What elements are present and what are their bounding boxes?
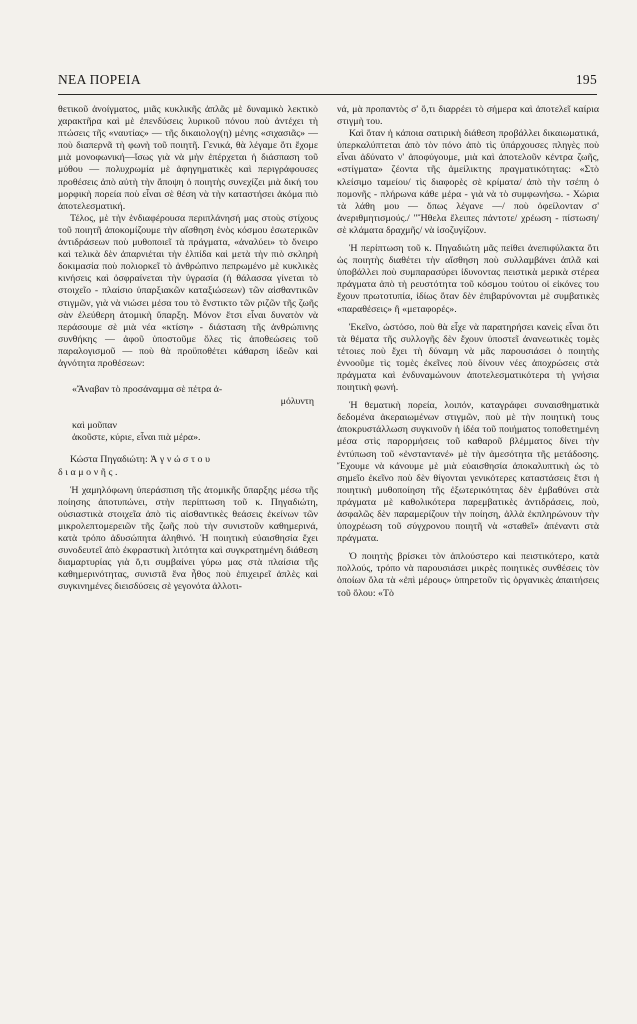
paragraph: Ἡ χαμηλόφωνη ὑπεράσπιση τῆς ἀτομικῆς ὕπαρξης μέσω τῆς ποίησης ἀποτυπώνει, στὴν περίπτωση τοῦ κ. Πηγαδιώτη, οὐσιαστικὰ στοιχεῖα ἀπὸ τὶς αἰσθαντικὲς θεάσεις ἐκείνων τῶν μικρολεπτομερειῶν τῆς ζωῆς ποὺ τὴν συνιστοῦν καθημερινά, κατὰ τρόπο ἀδυσώπητα ἀληθινό. Ἡ ποιητικὴ εὐαισθησία ἔχει συνοδευτεῖ ἀπὸ ἐκφραστικὴ λιτότητα καὶ συγκρατημένη διάθεση διαμαρτυρίας γιὰ ὅ,τι συμβαίνει γύρω μας στὰ πλαίσια τῆς καθημερινότητας, συνιστᾶ ἕνα ἦθος ποὺ ἐπιχειρεῖ ἁπλὲς καὶ συγκινημένες διεισδύσεις σὲ γεγονότα ἀλλοτι- <box>58 484 318 593</box>
paragraph: Ἐκεῖνο, ὡστόσο, ποὺ θὰ εἶχε νὰ παρατηρήσει κανεὶς εἶναι ὅτι τὰ θέματα τῆς συλλογῆς δὲν ἔχουν ὑποστεῖ ἀνανεωτικὲς τομὲς τέτοιες ποὺ ἔχει τὴ δύναμη νὰ μᾶς παρουσιάσει ὁ ποιητὴς ἐννοοῦμε τὶς τομὲς ἐκεῖνες ποὺ δίνουν νέες ἀποχρώσεις στὰ πράγματα καὶ ἐνδυναμώνουν ἀποτελεσματικότερα τὴ γνήσια ποιητικὴ φωνή. <box>337 321 599 394</box>
page-number: 195 <box>575 72 597 87</box>
author-name: Κώστα Πηγαδιώτη: <box>70 454 151 466</box>
poem-line: «Ἄναβαν τὸ προσάναμμα σὲ πέτρα ἀ- <box>72 384 223 396</box>
paragraph: Ὁ ποιητὴς βρίσκει τὸν ἁπλούστερο καὶ πειστικότερο, κατὰ πολλούς, τρόπο νὰ παρουσιάσει μικρὲς ποιητικὲς συνθέσεις τὸν ὁποίων ὅλα τὰ «ἐπὶ μέρους» ὑπηρετοῦν τὶς ὀργανικὲς ἀπαιτήσεις τοῦ ὅλου: «Τὸ <box>337 551 599 599</box>
stanza-gap <box>72 408 318 420</box>
paragraph: νά, μὰ προπαντὸς σ' ὅ,τι διαρρέει τὸ σήμερα καὶ ἀποτελεῖ καίρια στιγμὴ του. <box>337 104 599 128</box>
header-rule <box>58 94 597 95</box>
paragraph: Ἡ περίπτωση τοῦ κ. Πηγαδιώτη μᾶς πείθει ἀνεπιφύλακτα ὅτι ὡς ποιητὴς διαθέτει τὴν αἴσθηση ποὺ συλλαμβάνει ἁπλᾶ καὶ ὑποβάλλει ποὺ συμπαρασύρει ἰδυνοντας πειστικὰ μερικὰ στέρεα πράγματα ἀπὸ τὴ ρευστότητα τοῦ κόσμου τούτου οἱ εἰκόνες του ἔχουν πρωτοτυπία, ἰδίως ὅταν δὲν ἐπιβαρύνονται μὲ συμβατικὲς «παραθέσεις» ἢ «μεταφορές». <box>337 243 599 315</box>
running-header <box>58 72 597 92</box>
paragraph: Καὶ ὅταν ἡ κάποια σατιρικὴ διάθεση προβάλλει δικαιωματικά, ὑπερκαλύπτεται ἀπὸ τὸν πόνο ἀπὸ τὶς ὑπάρχουσες πληγὲς ποὺ εἶναι ἀδύνατο ν' ἀποφύγουμε, μιὰ καὶ ἀποτελοῦν κέντρα ζωῆς, «στίγματα» ζέοντα τῆς ἀμείλικτης πραγματικότητας: «Στὸ κλείσιμο ταμείου/ τὶς διαφορὲς σὲ κρίματα/ ἀπὸ τὴν τσέπη ὁ πομονῆς - πλήρωνα κάθε μέρα - γιὰ νὰ τὸ συμφωνήσω. - Χώρια τὰ λάθη μου — ὅπως λέγανε —/ ποὺ ὀφείλονταν σ' ἀνεριθμητισμούς./ "Ἤθελα ἔλειπες πάντοτε/ χρέωση - πίστωση/ σὲ κλάματα δραχμῆς/ νὰ ἰσοζυγίζουν. <box>337 128 599 236</box>
poem-line: μόλυντη <box>280 396 314 408</box>
review-heading <box>58 454 318 478</box>
poem-line: ἀκοῦστε, κύριε, εἶναι πιὰ μέρα». <box>72 432 201 444</box>
paragraph: Ἡ θεματικὴ πορεία, λοιπόν, καταγράφει συναισθηματικὰ δεδομένα ἀκεραιωμένων στιγμῶν, ποὺ μὲ τὴν ποιητικὴ τους ἀποκρυστάλλωση συγκινοῦν ἡ ἰδέα τοῦ ποιήματος τοποθετημένη μέσα στὶς παρορμήσεις τοῦ καθαροῦ βλέμματος δίνει τὴν ἐντύπωση τοῦ «ἐνσταντανέ» μὲ τὴν ἀμεσότητα τῆς μετάδοσης. Ἔχουμε νὰ κάνουμε μὲ μιὰ εὐαισθησία ἀποκαλυπτικὴ ὡς τὸ σημεῖο ἐκεῖνο ποὺ δὲν θίγονται γενικότερες καταστάσεις ἔτσι ἡ ποιητικὴ μυθοποίηση τῆς ἐξωτερικότητας δὲν ἐμβαθύνει στὰ πράγματα μὲ καθολικότερα παρεμβατικὲς ἀντιδράσεις, ποὺ, ἀσφαλῶς δὲν παραμερίζουν τὴν ποίηση, ἀλλὰ ἐκπληρώνουν τὴν ὑποχρέωση τοῦ σύγχρονου ποιητῆ νὰ «σταθεῖ» ἀπέναντι στὰ πράγματα. <box>337 400 599 545</box>
book-title-part: Ἀγνώστου <box>150 454 213 466</box>
paragraph: Τέλος, μὲ τὴν ἐνδιαφέρουσα περιπλάνησή μας στοὺς στίχους τοῦ ποιητῆ ἀποκομίζουμε τὴν αἴσθηση ἑνὸς κόσμου ἐσωτερικῶν ἀντιδράσεων ποὺ μυθοποιεῖ τὰ πράγματα, «ἀναλύει» τὸ ὄνειρο καὶ τελικὰ δὲν ἀπαρνιέται τὴν ἐλπίδα καὶ μετὰ τὴν πιὸ σκληρὴ δοκιμασία ποὺ πολιορκεῖ τὸ ἀνθρώπινο πεπρωμένο μὲ κυκλικὲς κινήσεις καὶ ὀσφραίνεται τὴν ὑγρασία (ἡ θάλασσα γίνεται τὸ στοιχεῖο - πλαίσιο ὑπαρξιακῶν καταξιώσεων) τῶν αἰσθαντικῶν στιγμῶν, γιὰ νὰ νιώσει μέσα του τὸ ἔνστικτο τῶν ριζῶν τῆς ζωῆς σὰν ἐλεύθερη ἀτομικὴ ὕπαρξη. Μόνον ἔτσι εἶναι δυνατὸν νὰ περάσουμε σὲ μιὰ νέα «κτίση» - διάσταση τῆς ἀνθρώπινης συνθήκης — ἀφοῦ ὑποστοῦμε ὅλες τὶς ἀποθεώσεις τοῦ παραλογισμοῦ — ποὺ θὰ προϋποθέτει κάθαρση ἰδεῶν καὶ ἀγνότητα προθέσεων: <box>58 212 318 369</box>
book-title-part: διαμονῆς. <box>58 466 121 478</box>
paragraph: θετικοῦ ἀνοίγματος, μιᾶς κυκλικῆς ἁπλᾶς μὲ δυναμικὸ λεκτικὸ χαρακτῆρα καὶ μὲ ἐπενδύσεις λυρικοῦ πόνου ποὺ ἀντέχει τὴ πτώσεις τῆς «ναυτίας» — τῆς δικαιολογ(η) μένης «σιχασιᾶς» — ποὺ διαπερνᾶ τὴ φωνὴ τοῦ ποιητῆ. Γενικά, θὰ λέγαμε ὅτι ἔχομε μιὰ μονοφωνική—ἴσως γιὰ νὰ μὴν ἐπέρχεται ἡ διάσπαση τοῦ μύθου — πολυχρωμία μὲ ἀφηγηματικὲς καὶ περιγράφουσες προθέσεις ἀπὸ αὐτὴ τὴν ἄποψη ὁ ποιητὴς συνεχίζει μιὰ δική του μορφικὴ πορεία ποὺ εἶναι σὲ θέση νὰ τὴν καταστήσει ἀκόμα πιὸ ἀποτελεσματική. <box>58 104 318 212</box>
poem-line: καὶ μοῦπαν <box>72 420 117 432</box>
left-column <box>58 104 318 1004</box>
journal-title: ΝΕΑ ΠΟΡΕΙΑ <box>58 72 141 87</box>
right-column <box>337 104 599 1004</box>
poem-quote <box>72 384 318 444</box>
